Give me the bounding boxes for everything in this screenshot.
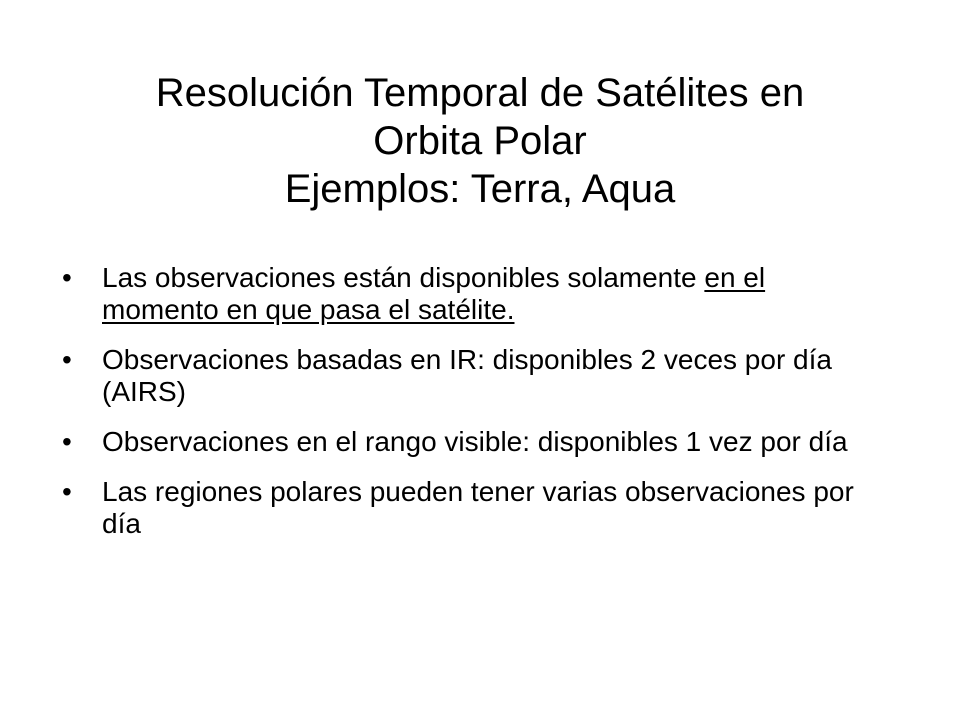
slide-title xyxy=(40,69,920,213)
bullet-item xyxy=(60,344,880,408)
bullet-text: Las regiones polares pueden tener varias observaciones por día xyxy=(102,476,854,539)
bullet-dot-icon: • xyxy=(62,344,72,375)
bullet-underlined-text: en el momento en que pasa el satélite. xyxy=(102,262,766,325)
bullet-text: Las observaciones están disponibles solamente xyxy=(102,262,705,293)
bullet-item xyxy=(60,426,880,458)
title-line-3: Ejemplos: Terra, Aqua xyxy=(284,166,676,211)
bullet-text: Observaciones en el rango visible: disponibles 1 vez por día xyxy=(102,426,848,457)
bullet-item xyxy=(60,262,880,326)
bullet-dot-icon: • xyxy=(62,262,72,293)
bullet-item xyxy=(60,476,880,540)
bullet-text: Observaciones basadas en IR: disponibles 2 veces por día (AIRS) xyxy=(102,344,832,407)
bullet-list xyxy=(60,262,880,558)
bullet-dot-icon: • xyxy=(62,426,72,457)
bullet-dot-icon: • xyxy=(62,476,72,507)
title-line-2: Orbita Polar xyxy=(373,118,587,163)
title-line-1: Resolución Temporal de Satélites en xyxy=(155,70,805,115)
